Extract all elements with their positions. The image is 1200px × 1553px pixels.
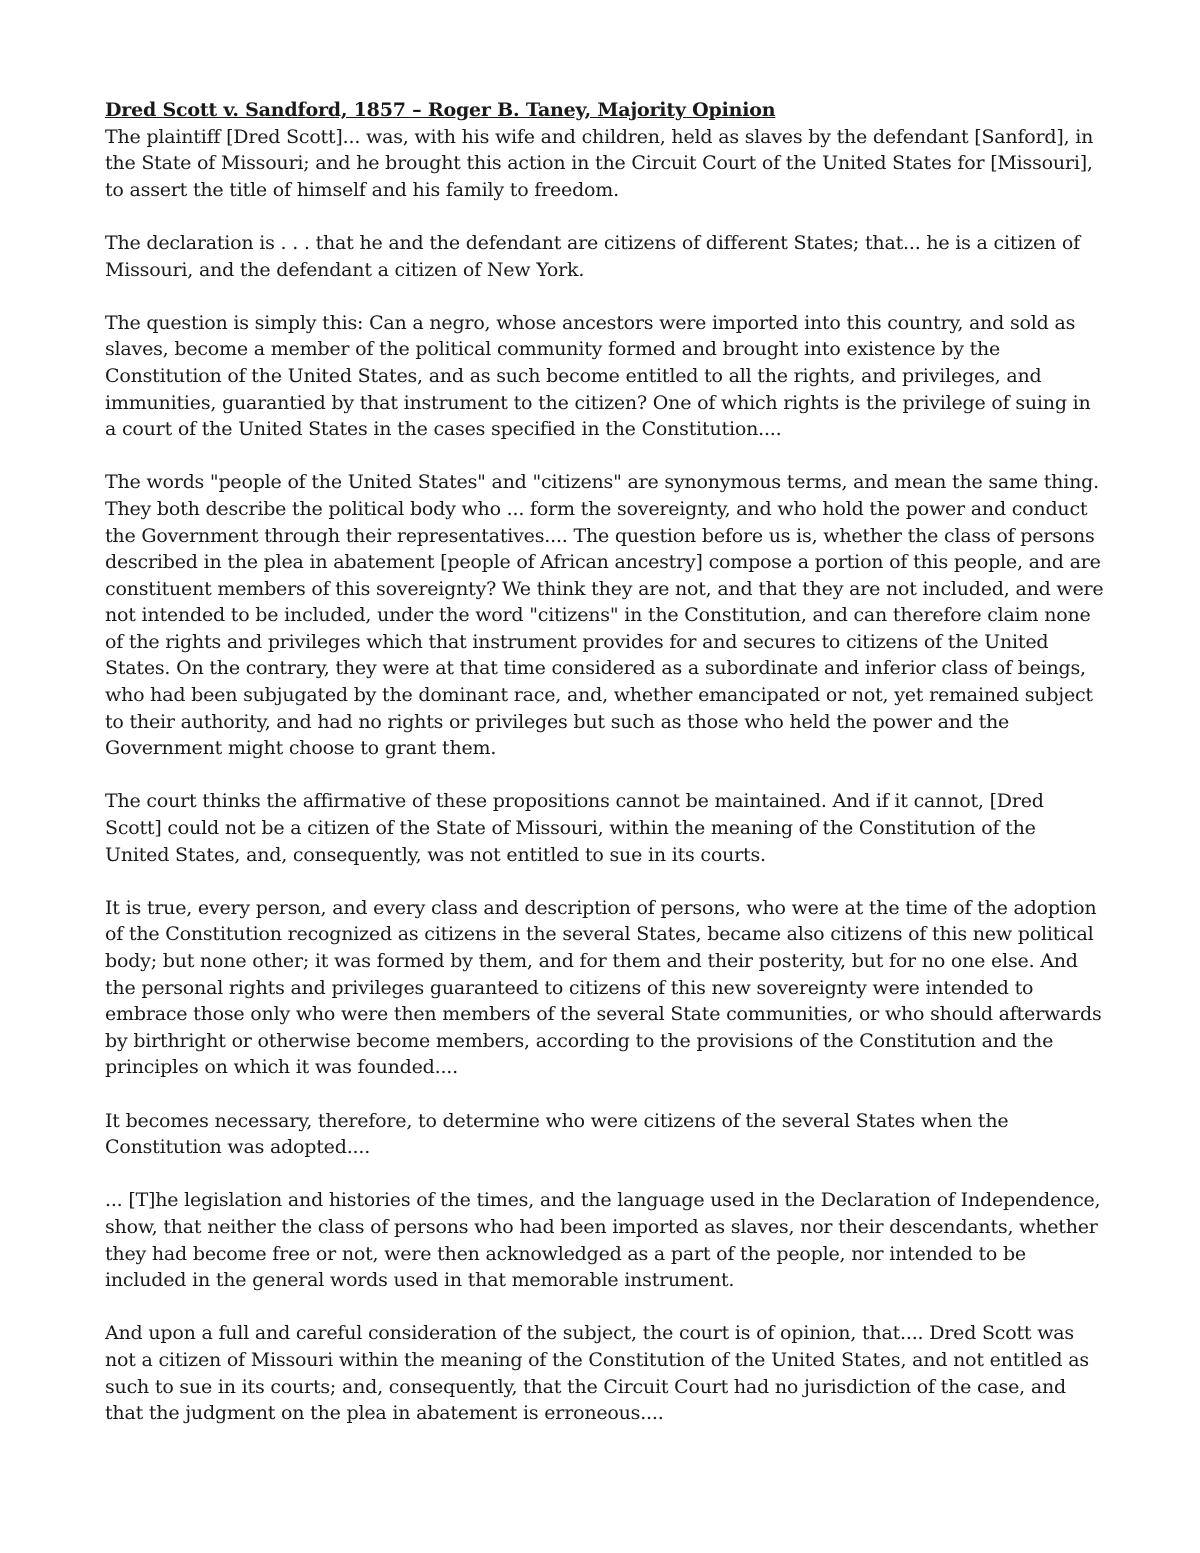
document-page xyxy=(105,97,1105,1453)
paragraph-conclusion: And upon a full and careful consideration of the subject, the court is of opinion, that.... Dred Scott was not a citizen of Missouri within the meaning of the Constitution of the United States, and not entitled as such to sue in its courts; and, consequently, that the Circuit Court had no jurisdiction of the case, and that the judgment on the plea in abatement is erroneous.... xyxy=(105,1322,1089,1425)
paragraph-question: The question is simply this: Can a negro, whose ancestors were imported into this country, and sold as slaves, become a member of the political community formed and brought into existence by the Constitution of the United States, and as such become entitled to all the rights, and privileges, and immunities, guarantied by that instrument to the citizen? One of which rights is the privilege of suing in a court of the United States in the cases specified in the Constitution.... xyxy=(105,311,1091,441)
paragraph-declaration: The declaration is . . . that he and the defendant are citizens of different States; that... he is a citizen of Missouri, and the defendant a citizen of New York. xyxy=(105,231,1080,281)
paragraph-necessary: It becomes necessary, therefore, to determine who were citizens of the several States when the Constitution was adopted.... xyxy=(105,1109,1009,1159)
paragraph-words-citizens: The words "people of the United States" and "citizens" are synonymous terms, and mean the same thing. They both describe the political body who ... form the sovereignty, and who hold the power and conduct the Government through their representatives.... The question before us is, whether the class of persons described in the plea in abatement [people of African ancestry] compose a portion of this people, and are constituent members of this sovereignty? We think they are not, and that they are not included, and were not intended to be included, under the word "citizens" in the Constitution, and can therefore claim none of the rights and privileges which that instrument provides for and secures to citizens of the United States. On the contrary, they were at that time considered as a subordinate and inferior class of beings, who had been subjugated by the dominant race, and, whether emancipated or not, yet remained subject to their authority, and had no rights or privileges but such as those who held the power and the Government might choose to grant them. xyxy=(105,471,1104,760)
document-title: Dred Scott v. Sandford, 1857 – Roger B. Taney, Majority Opinion xyxy=(105,99,776,121)
paragraph-court-thinks: The court thinks the affirmative of these propositions cannot be maintained. And if it cannot, [Dred Scott] could not be a citizen of the State of Missouri, within the meaning of the Constitution of the United States, and, consequently, was not entitled to sue in its courts. xyxy=(105,790,1044,866)
paragraph-legislation: ... [T]he legislation and histories of the times, and the language used in the Declaration of Independence, show, that neither the class of persons who had been imported as slaves, nor their descendants, whether they had become free or not, were then acknowledged as a part of the people, nor intended to be included in the general words used in that memorable instrument. xyxy=(105,1189,1101,1292)
paragraph-it-is-true: It is true, every person, and every class and description of persons, who were at the time of the adoption of the Constitution recognized as citizens in the several States, became also citizens of this new political body; but none other; it was formed by them, and for them and their posterity, but for no one else. And the personal rights and privileges guaranteed to citizens of this new sovereignty were intended to embrace those only who were then members of the several State communities, or who should afterwards by birthright or otherwise become members, according to the provisions of the Constitution and the principles on which it was founded.... xyxy=(105,896,1102,1079)
paragraph-plaintiff: The plaintiff [Dred Scott]... was, with his wife and children, held as slaves by the defendant [Sanford], in the State of Missouri; and he brought this action in the Circuit Court of the United States for [Missouri], to assert the title of himself and his family to freedom. xyxy=(105,125,1094,201)
